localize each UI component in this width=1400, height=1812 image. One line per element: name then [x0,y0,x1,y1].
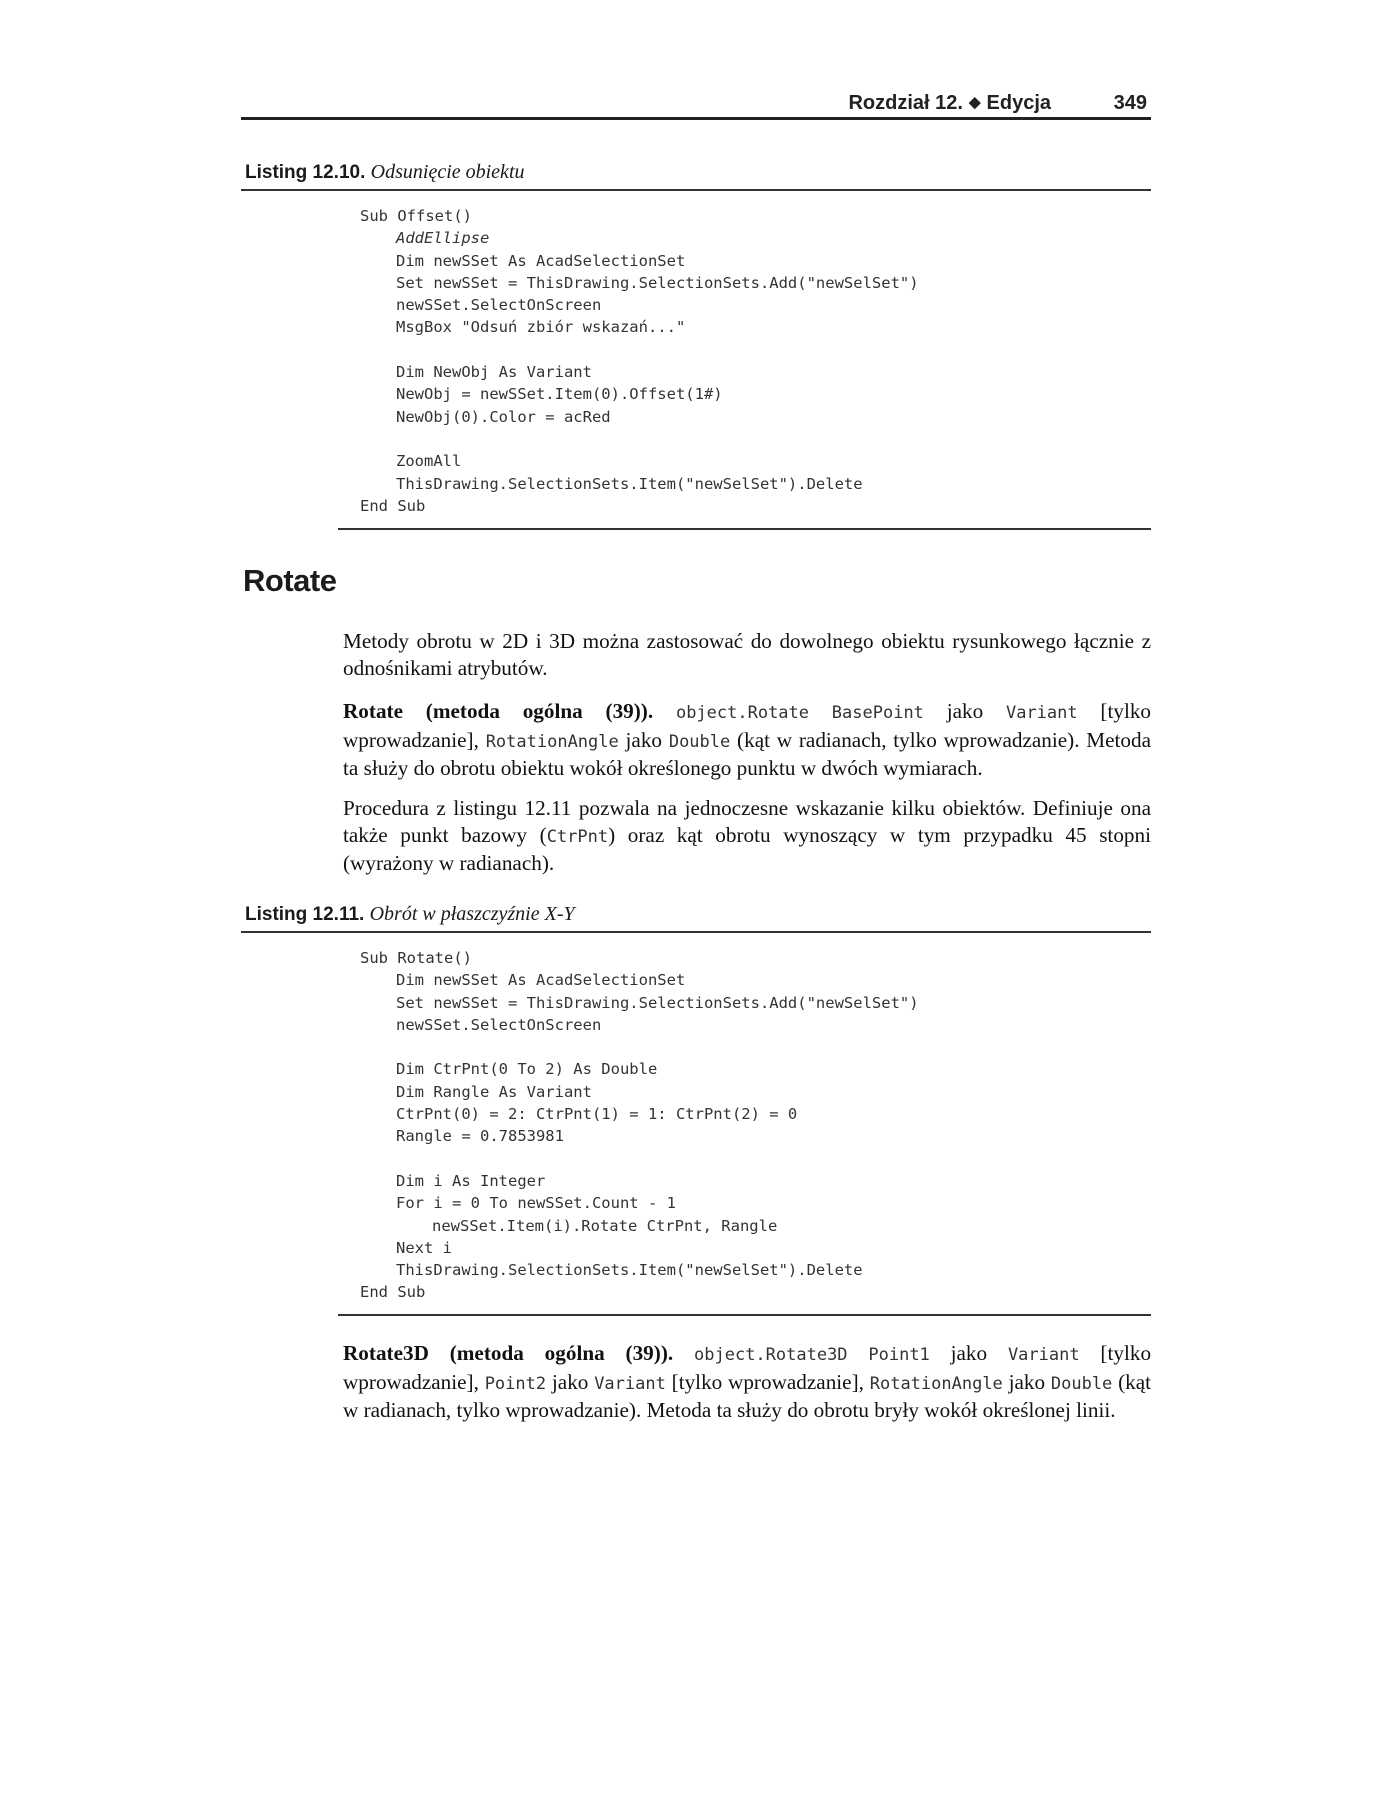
inline-code: BasePoint [831,703,924,723]
inline-code: Double [668,731,731,752]
text-run: jako [946,699,984,723]
listing-top-rule [241,931,1151,933]
chapter-label: Rozdział 12. [848,92,963,114]
text-run: jako [950,1341,988,1365]
inline-code: Double [1050,1373,1113,1394]
text-run: jako [625,727,663,752]
text-run: [tylko wprowadzanie], [671,1369,864,1394]
code-block-12-11 [360,947,919,1304]
code-line: MsgBox "Odsuń zbiór wskazań..." [396,318,686,337]
inline-code: object.Rotate [675,703,810,723]
term-heading: Rotate3D (metoda ogólna (39)). [343,1341,674,1365]
code-line: Next i [396,1238,452,1257]
code-line: ThisDrawing.SelectionSets.Item("newSelSet").Delete [396,1261,863,1280]
chapter-section: Edycja [986,92,1051,114]
text-run: (kąt w radianach, tylko wprowadzanie). Metoda ta służy do obrotu bryły wokół określonej linii. [343,1369,1152,1422]
listing-caption-12-11 [245,903,575,926]
code-line: CtrPnt(0) = 2: CtrPnt(1) = 1: CtrPnt(2) = 0 [396,1105,798,1124]
code-line: ZoomAll [396,452,462,471]
listing-number: Listing 12.10. [245,162,366,183]
code-line: Dim Rangle As Variant [396,1082,592,1101]
code-line: For i = 0 To newSSet.Count - 1 [396,1194,676,1213]
code-blank-line [360,428,919,450]
text-run: [tylko wprowadzanie], [343,1341,1152,1394]
chapter-title [848,92,1051,115]
listing-title: Obrót w płaszczyźnie X-Y [369,903,575,925]
code-line: ThisDrawing.SelectionSets.Item("newSelSet").Delete [396,474,863,493]
code-blank-line [360,339,919,361]
inline-code: CtrPnt [546,826,609,847]
inline-code: Variant [1005,703,1078,723]
code-line: Dim i As Integer [396,1171,546,1190]
code-line: newSSet.Item(i).Rotate CtrPnt, Rangle [432,1216,778,1235]
inline-code: object.Rotate3D [694,1345,848,1365]
code-line: newSSet.SelectOnScreen [396,1015,602,1034]
code-line: Dim newSSet As AcadSelectionSet [396,971,686,990]
section-heading: Rotate [243,563,337,598]
inline-code: Point2 [484,1373,547,1394]
inline-code: RotationAngle [869,1373,1003,1394]
inline-code: RotationAngle [485,731,619,752]
code-line: NewObj = newSSet.Item(0).Offset(1#) [396,385,723,404]
paragraph-procedure [343,795,1151,877]
code-line: Dim CtrPnt(0 To 2) As Double [396,1060,658,1079]
page-number: 349 [1113,92,1147,114]
paragraph-intro: Metody obrotu w 2D i 3D można zastosować do dowolnego obiektu rysunkowego łącznie z odnośnikami atrybutów. [343,629,1151,680]
text-run: jako [1008,1369,1046,1394]
listing-number: Listing 12.11. [245,904,365,925]
text-run: (kąt w radianach, tylko wprowadzanie). Metoda ta służy do obrotu obiektu wokół określonego punktu w dwóch wymiarach. [343,727,1152,780]
inline-code: Variant [594,1373,666,1394]
inline-code: Point1 [868,1345,930,1365]
paragraph-rotate3d [343,1340,1151,1424]
code-line: End Sub [360,496,426,515]
code-block-12-10 [360,205,919,517]
code-line: NewObj(0).Color = acRed [396,407,611,426]
code-line: Dim NewObj As Variant [396,363,592,382]
code-line: AddEllipse [396,229,490,248]
listing-caption-12-10 [245,161,525,184]
term-heading: Rotate (metoda ogólna (39)). [343,699,654,723]
code-line: End Sub [360,1283,426,1302]
code-line: Sub Offset() [360,207,472,225]
listing-top-rule [241,189,1151,191]
code-line: Dim newSSet As AcadSelectionSet [396,251,686,270]
listing-bottom-rule [338,1314,1151,1316]
text-run: ) oraz kąt obrotu wynoszący w tym przypadku 45 stopni (wyrażony w radianach). [343,822,1151,875]
inline-code: Variant [1007,1345,1080,1365]
paragraph-rotate [343,698,1151,782]
running-header [241,88,1151,118]
diamond-icon: ◆ [968,94,981,111]
code-line: Set newSSet = ThisDrawing.SelectionSets.Add("newSelSet") [396,273,919,292]
header-rule [241,117,1151,120]
code-blank-line [360,1036,919,1058]
code-blank-line [360,1148,919,1170]
code-line: Set newSSet = ThisDrawing.SelectionSets.Add("newSelSet") [396,993,919,1012]
listing-bottom-rule [338,528,1151,530]
text-run: Procedura z listingu 12.11 pozwala na jednoczesne wskazanie kilku obiektów. Definiuje ona także punkt bazowy ( [343,796,1151,847]
text-run: jako [551,1369,589,1394]
code-line: newSSet.SelectOnScreen [396,296,602,315]
listing-title: Odsunięcie obiektu [370,161,525,183]
code-line: Sub Rotate() [360,949,472,967]
text-run: [tylko wprowadzanie], [343,699,1152,752]
code-line: Rangle = 0.7853981 [396,1127,564,1146]
